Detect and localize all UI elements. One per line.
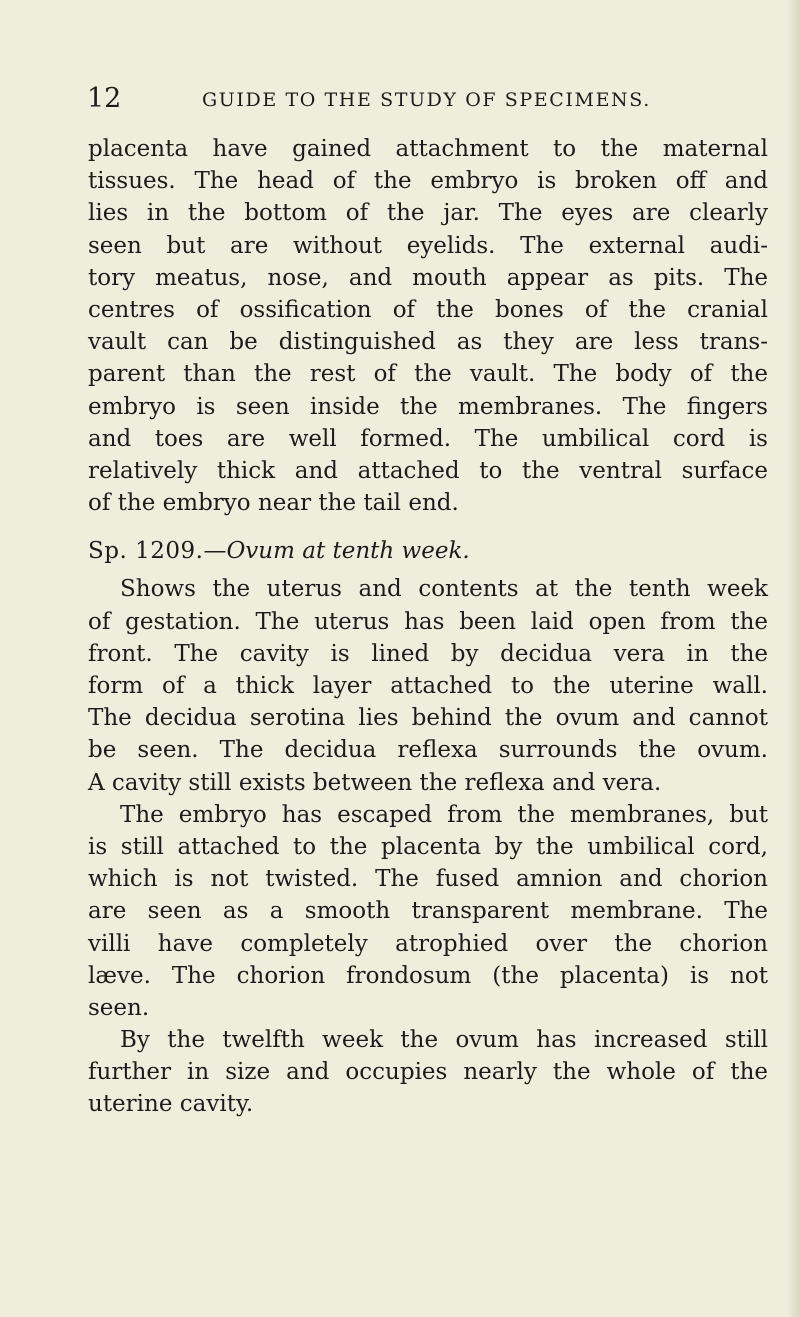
text-line: centres of ossification of the bones of the cranial: [88, 296, 768, 323]
text-line: villi have completely atrophied over the chorion: [88, 930, 768, 957]
text-line: be seen. The decidua reflexa surrounds the ovum.: [88, 737, 768, 764]
text-line: embryo is seen inside the membranes. The fingers: [88, 393, 768, 420]
text-line: relatively thick and attached to the ventral surface: [88, 457, 768, 484]
text-line: Shows the uterus and contents at the tenth week: [120, 576, 768, 603]
text-line: The decidua serotina lies behind the ovum and cannot: [88, 705, 768, 732]
paragraph-continued: [88, 133, 768, 519]
text-line: The embryo has escaped from the membranes, but: [120, 801, 768, 828]
page-edge-shadow: [786, 0, 800, 1317]
text-line: tory meatus, nose, and mouth appear as pits. The: [88, 264, 768, 291]
text-line: form of a thick layer attached to the uterine wall.: [88, 673, 768, 699]
text-line: læve. The chorion frondosum (the placenta) is not: [88, 962, 768, 989]
text-line: placenta have gained attachment to the maternal: [88, 136, 768, 162]
specimen-dash: —: [203, 538, 227, 565]
specimen-heading: [88, 535, 768, 567]
text-line: is still attached to the placenta by the umbilical cord,: [88, 833, 768, 860]
text-line: uterine cavity.: [88, 1091, 254, 1118]
specimen-label: Sp. 1209.: [88, 538, 204, 565]
text-line: parent than the rest of the vault. The body of the: [88, 361, 768, 388]
text-line: and toes are well formed. The umbilical cord is: [88, 425, 768, 452]
text-line: of gestation. The uterus has been laid open from the: [88, 608, 768, 635]
running-title: GUIDE TO THE STUDY OF SPECIMENS.: [202, 89, 651, 111]
specimen-title: Ovum at tenth week.: [226, 538, 470, 565]
page-header: [87, 83, 727, 115]
text-line: further in size and occupies nearly the whole of the: [88, 1059, 768, 1086]
body-text: [88, 133, 768, 1121]
paragraph-twelfth-week: [88, 1024, 768, 1121]
paragraph-embryo: [88, 799, 768, 1024]
text-line: of the embryo near the tail end.: [88, 490, 459, 517]
text-line: seen.: [88, 994, 150, 1021]
text-line: front. The cavity is lined by decidua vera in the: [88, 640, 768, 667]
text-line: By the twelfth week the ovum has increased still: [120, 1027, 768, 1054]
text-line: A cavity still exists between the reflexa and vera.: [88, 769, 662, 796]
text-line: seen but are without eyelids. The external audi-: [88, 232, 768, 259]
text-line: lies in the bottom of the jar. The eyes are clearly: [88, 200, 768, 227]
specimen-description: [88, 573, 768, 798]
text-line: which is not twisted. The fused amnion and chorion: [88, 866, 768, 893]
text-line: vault can be distinguished as they are less trans-: [88, 329, 768, 356]
text-line: are seen as a smooth transparent membrane. The: [88, 898, 768, 925]
text-line: tissues. The head of the embryo is broken off and: [88, 168, 768, 195]
page-number: 12: [87, 83, 122, 114]
